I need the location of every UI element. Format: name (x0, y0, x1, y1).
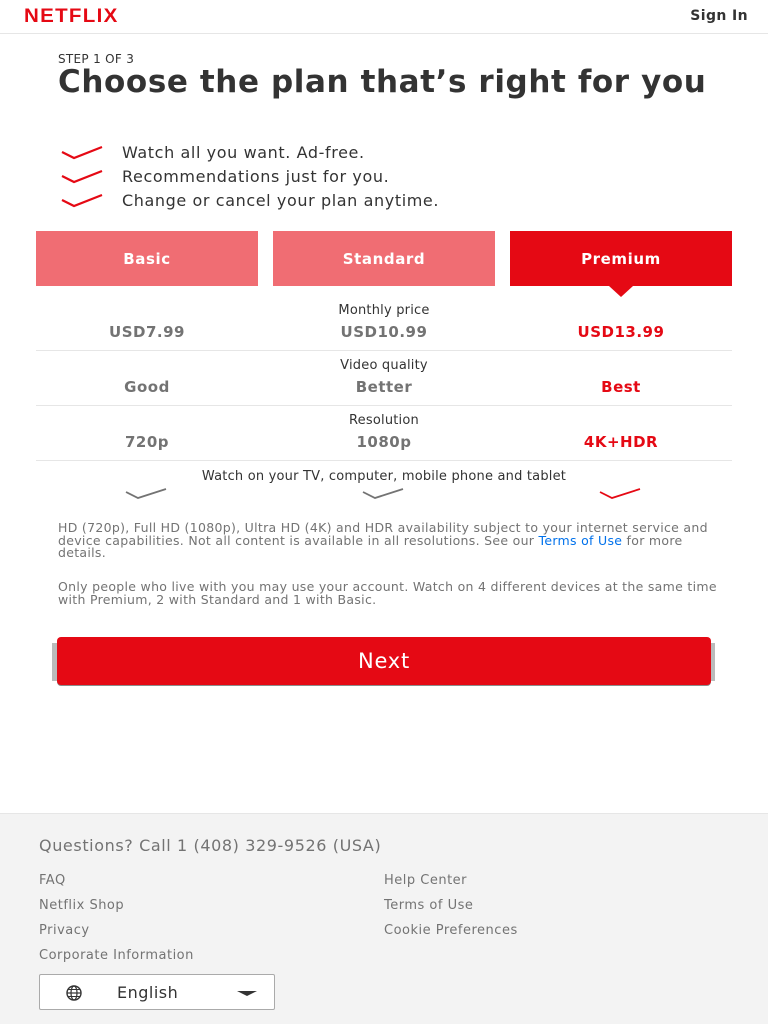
benefits-list (60, 140, 439, 212)
resolution-premium: 4K+HDR (583, 433, 659, 451)
quality-row (36, 358, 732, 406)
plan-tab-basic[interactable]: Basic (36, 231, 258, 286)
benefit-item (60, 188, 439, 212)
quality-premium: Best (601, 378, 641, 396)
benefit-text: Recommendations just for you. (122, 166, 390, 186)
availability-disclaimer (58, 522, 718, 560)
netflix-logo[interactable]: NETFLIX (24, 6, 119, 27)
checkmark-icon (60, 192, 106, 208)
checkmark-icon (361, 487, 407, 499)
next-button[interactable]: Next (57, 637, 711, 685)
disclaimer-text: for more details. (58, 532, 683, 561)
language-select[interactable] (39, 974, 275, 1010)
benefit-item (60, 140, 439, 164)
step-indicator: STEP 1 OF 3 (58, 52, 135, 66)
devices-premium (510, 487, 732, 499)
resolution-basic: 720p (124, 433, 170, 451)
language-label: English (117, 983, 179, 1002)
footer (0, 813, 768, 1024)
footer-link-cookie-preferences[interactable]: Cookie Preferences (384, 923, 518, 938)
devices-basic (36, 487, 258, 499)
benefit-text: Change or cancel your plan anytime. (122, 190, 440, 210)
row-label: Resolution (349, 413, 419, 428)
resolution-standard: 1080p (356, 433, 412, 451)
price-row (36, 303, 732, 351)
devices-row (36, 469, 732, 509)
footer-link-privacy[interactable]: Privacy (39, 923, 90, 938)
footer-link-terms-of-use[interactable]: Terms of Use (384, 898, 474, 913)
header (0, 0, 768, 34)
page-title: Choose the plan that’s right for you (58, 64, 707, 100)
plan-tabs (36, 231, 732, 297)
benefit-item (60, 164, 439, 188)
footer-link-help-center[interactable]: Help Center (384, 873, 468, 888)
footer-link-faq[interactable]: FAQ (39, 873, 66, 888)
price-standard: USD10.99 (340, 323, 428, 341)
price-basic: USD7.99 (109, 323, 185, 341)
checkmark-icon (60, 168, 106, 184)
checkmark-icon (598, 487, 644, 499)
globe-icon (66, 985, 82, 1001)
plan-tab-premium[interactable]: Premium (510, 231, 732, 286)
resolution-row (36, 413, 732, 461)
footer-link-netflix-shop[interactable]: Netflix Shop (39, 898, 125, 913)
chevron-down-icon (237, 991, 257, 996)
support-phone[interactable]: Questions? Call 1 (408) 329-9526 (USA) (39, 836, 382, 855)
quality-standard: Better (355, 378, 413, 396)
disclaimer-text: HD (720p), Full HD (1080p), Ultra HD (4K) and HDR availability subject to your internet service and device capabilities. Not all content is available in all resolutions. See our (58, 520, 708, 548)
device-usage-note: Only people who live with you may use your account. Watch on 4 different devices at the same time with Premium, 2 with Standard and 1 with Basic. (58, 579, 717, 607)
terms-of-use-link[interactable]: Terms of Use (538, 532, 623, 548)
checkmark-icon (60, 144, 106, 160)
sign-in-link[interactable]: Sign In (690, 8, 748, 24)
row-label: Monthly price (338, 303, 430, 318)
benefit-text: Watch all you want. Ad-free. (122, 142, 365, 162)
footer-link-corporate-information[interactable]: Corporate Information (39, 948, 194, 963)
price-premium: USD13.99 (577, 323, 665, 341)
plan-tab-standard[interactable]: Standard (273, 231, 495, 286)
checkmark-icon (124, 487, 170, 499)
quality-basic: Good (124, 378, 170, 396)
row-label: Video quality (340, 358, 428, 373)
devices-standard (273, 487, 495, 499)
row-label: Watch on your TV, computer, mobile phone and tablet (201, 469, 567, 484)
button-edge (711, 643, 715, 681)
